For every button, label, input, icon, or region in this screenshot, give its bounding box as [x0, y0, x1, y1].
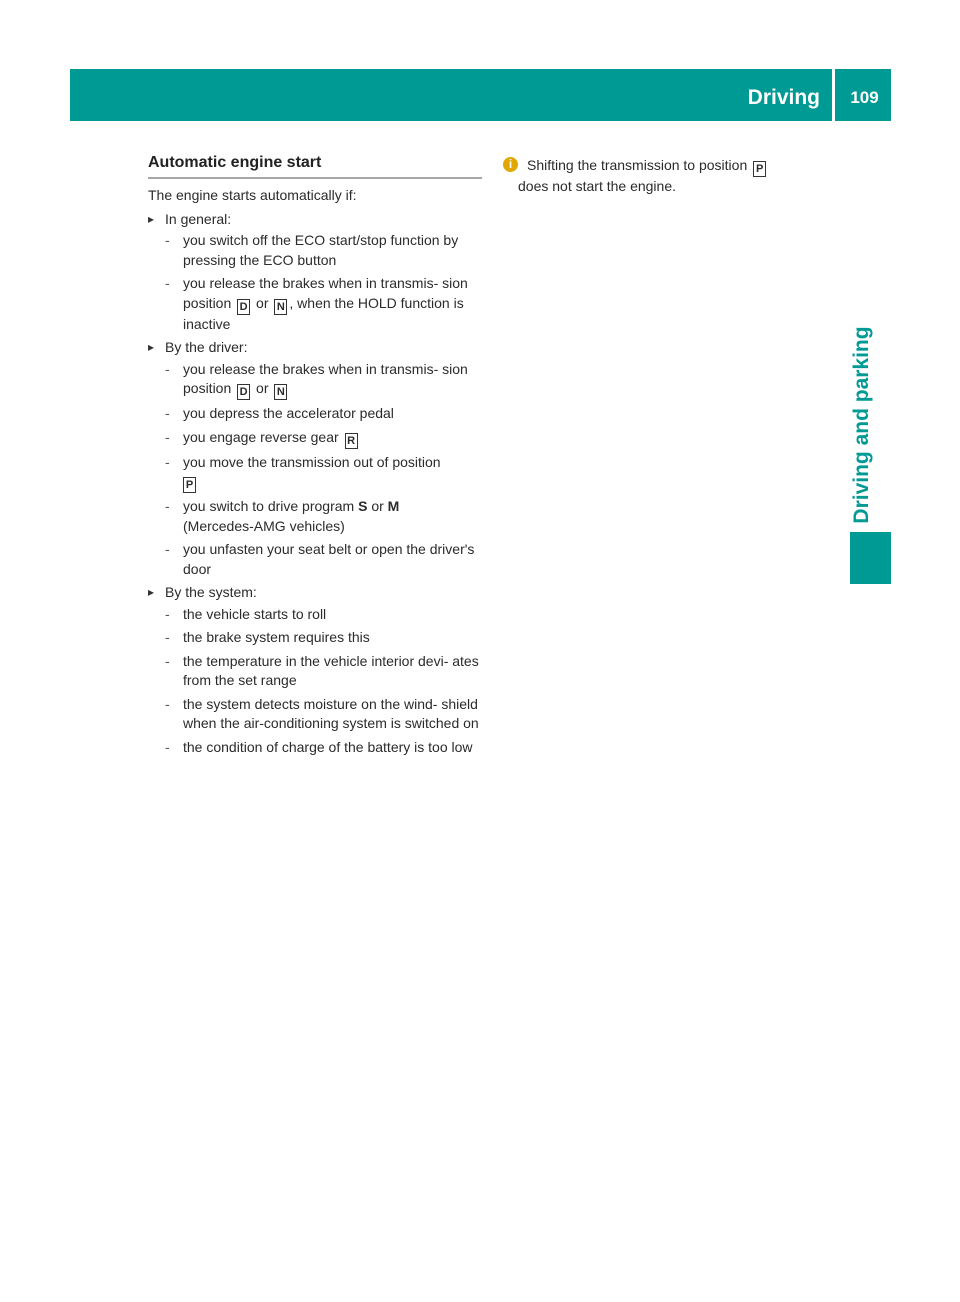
- list-item: - the brake system requires this: [148, 628, 484, 648]
- intro-text: The engine starts automatically if:: [148, 187, 357, 203]
- side-tab: [832, 312, 892, 537]
- info-note: [503, 156, 833, 197]
- gear-n-symbol: N: [274, 384, 287, 400]
- section-title: Automatic engine start: [148, 154, 322, 171]
- drive-program-s: S: [358, 498, 368, 514]
- list-item: - you switch to drive program S or M (Mercedes-AMG vehicles): [148, 497, 484, 536]
- list-item: - you move the transmission out of position P: [148, 453, 484, 494]
- info-icon: i: [503, 157, 518, 172]
- gear-n-symbol: N: [274, 299, 287, 315]
- list-item: - the temperature in the vehicle interior devi- ates from the set range: [148, 652, 484, 691]
- list-item: - the vehicle starts to roll: [148, 605, 484, 625]
- list-item: - you release the brakes when in transmis- sion position D or N: [148, 360, 484, 401]
- list-item: - you unfasten your seat belt or open the driver's door: [148, 540, 484, 579]
- gear-p-symbol: P: [753, 161, 766, 177]
- section-divider: [148, 177, 482, 179]
- header-divider: [832, 69, 835, 121]
- list-item: - the system detects moisture on the wind- shield when the air-conditioning system is switched on: [148, 695, 484, 734]
- main-column: [148, 186, 484, 761]
- page-number: 109: [850, 88, 879, 107]
- side-tab-label: Driving and parking: [850, 325, 873, 524]
- list-item: - you depress the accelerator pedal: [148, 404, 484, 424]
- header-section-title: Driving: [747, 86, 820, 109]
- bullet-driver: ▸ By the driver:: [148, 338, 484, 358]
- list-item: - you engage reverse gear R: [148, 428, 484, 449]
- list-item: - the condition of charge of the battery is too low: [148, 738, 484, 758]
- list-item: - you switch off the ECO start/stop function by pressing the ECO button: [148, 231, 484, 270]
- info-line-2: does not start the engine.: [518, 178, 676, 194]
- drive-program-m: M: [387, 498, 400, 514]
- side-tab-marker: [850, 532, 891, 584]
- gear-d-symbol: D: [237, 384, 250, 400]
- gear-r-symbol: R: [345, 433, 358, 449]
- gear-d-symbol: D: [237, 299, 250, 315]
- info-line-1: Shifting the transmission to position P: [503, 156, 833, 177]
- gear-p-symbol: P: [183, 477, 196, 493]
- list-item: - you release the brakes when in transmis- sion position D or N , when the HOLD function is inactive: [148, 274, 484, 334]
- bullet-system: ▸ By the system:: [148, 583, 484, 603]
- bullet-general: ▸ In general:: [148, 210, 484, 230]
